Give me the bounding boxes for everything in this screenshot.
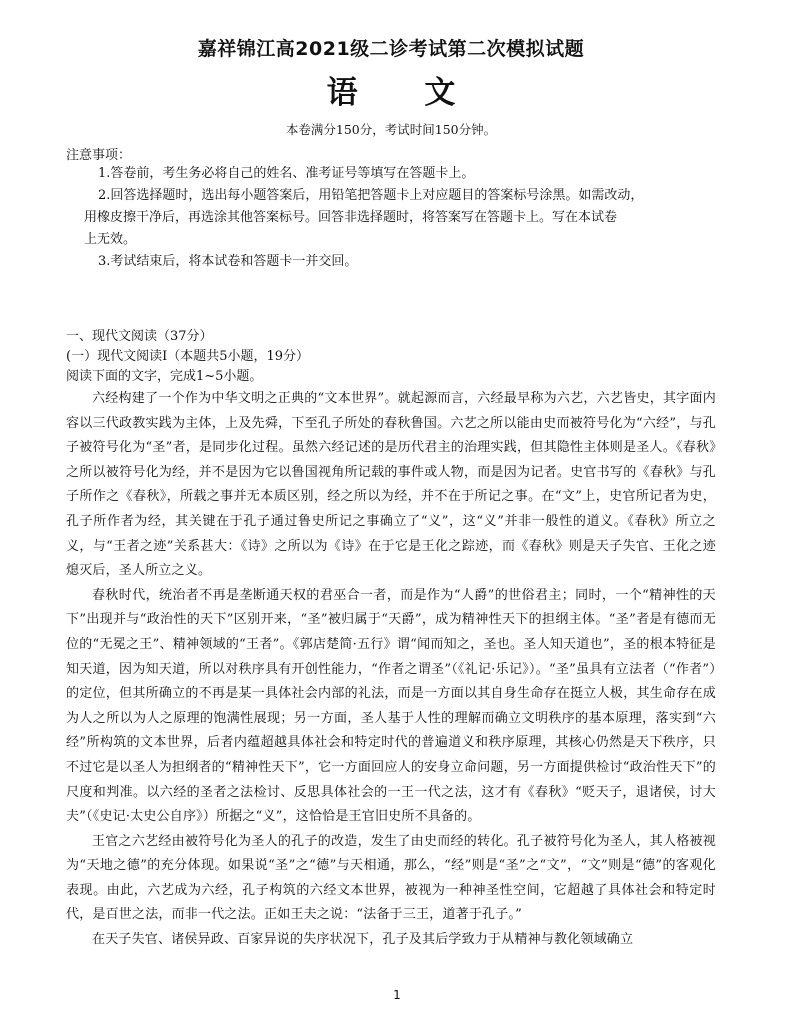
passage-paragraph-3: 王官之六艺经由被符号化为圣人的孔子的改造，发生了由史而经的转化。孔子被符号化为圣人，其人格被视为“天地之德”的充分体现。如果说“圣”之“德”与天相通，那么，“经”则是“圣”之“文”，“文”则是“德”的客观化表现。由此，六艺成为六经，孔子构筑的六经文本世界，被视为一种神圣性空间，它超越了具体社会和特定时代，是百世之法，而非一代之法。正如王夫之说：“法备于三王，道著于孔子。” [66, 833, 716, 923]
notice-item-2-line-2: 用橡皮擦干净后，再选涂其他答案标号。回答非选择题时，将答案写在答题卡上。写在本试卷 [84, 210, 618, 225]
section-heading: 一、现代文阅读（37分） [66, 329, 213, 344]
passage-paragraph-4: 在天子失官、诸侯异政、百家异说的失序状况下，孔子及其后学致力于从精神与教化领域确立 [92, 932, 634, 948]
exam-title: 嘉祥锦江高2021级二诊考试第二次模拟试题 [197, 38, 585, 60]
notice-item-2-line-1: 2.回答选择题时，选出每小题答案后，用铅笔把答题卡上对应题目的答案标号涂黑。如需改动， [98, 188, 644, 203]
notice-block [66, 144, 716, 273]
passage-paragraph-1: 六经构建了一个作为中华文明之正典的“文本世界”。就起源而言，六经最早称为六艺，六艺皆史，其字面内容以三代政教实践为主体，上及先舜，下至孔子所处的春秋鲁国。六艺之所以能由史而被符号化为“六经”，与孔子被符号化为“圣”者，是同步化过程。虽然六经记述的是历代君主的治理实践，但其隐性主体则是圣人。《春秋》之所以被符号化为经，并不是因为它以鲁国视角所记载的事件或人物，而是因为记者。史官书写的《春秋》与孔子所作之《春秋》，所载之事并无本质区别，经之所以为经，并不在于所记之事。在“文”上，史官所记者为史，孔子所作者为经，其关键在于孔子通过鲁史所记之事确立了“义”，这“义”并非一般性的道义。《春秋》所立之义，与“王者之迹”关系甚大：《诗》之所以为《诗》在于它是王化之踪迹，而《春秋》则是天子失官、王化之迹熄灭后，圣人所立之义。 [66, 391, 716, 579]
exam-subtitle: 本卷满分150分，考试时间150分钟。 [285, 122, 497, 137]
notice-item-2-line-3: 上无效。 [84, 232, 137, 247]
reading-instruction: 阅读下面的文字，完成1~5小题。 [66, 369, 263, 384]
notice-item-3: 3.考试结束后，将本试卷和答题卡一并交回。 [98, 254, 358, 269]
passage-paragraph-2: 春秋时代，统治者不再是垄断通天权的君巫合一者，而是作为“人爵”的世俗君主；同时，一个“精神性的天下”出现并与“政治性的天下”区别开来，“圣”被归属于“天爵”，成为精神性天下的担纲主体。“圣”者是有德而无位的“无冕之王”、精神领域的“王者”。《郭店楚简·五行》谓“闻而知之，圣也。圣人知天道也”，圣的根本特征是知天道，因为知天道，所以对秩序具有开创性能力，“作者之谓圣”（《礼记·乐记》）。“圣”虽具有立法者（“作者”）的定位，但其所确立的不再是某一具体社会内部的礼法，而是一方面以其自身生命存在挺立人极，其生命存在成为人之所以为人之原理的饱满性展现；另一方面，圣人基于人性的理解而确立文明秩序的基本原理，落实到“六经”所构筑的文本世界，后者内蕴超越具体社会和特定时代的普遍道义和秩序原理，其核心仍然是天下秩序，只不过它是以圣人为担纲者的“精神性天下”，它一方面回应人的安身立命问题，另一方面提供检讨“政治性天下”的尺度和判准。以六经的圣者之法检讨、反思具体社会的一王一代之法，这才有《春秋》“贬天子，退诸侯，讨大夫”（《史记·太史公自序》）所据之“义”，这恰恰是王官旧史所不具备的。 [66, 587, 716, 825]
subject-title: 语 文 [326, 75, 484, 111]
section-reading [66, 327, 716, 953]
subsection-heading: (一）现代文阅读Ⅰ（本题共5小题，19分） [66, 349, 310, 364]
page-number: 1 [393, 988, 401, 1002]
notice-item-1: 1.答卷前，考生务必将自己的姓名、准考证号等填写在答题卡上。 [98, 166, 475, 181]
notice-heading: 注意事项： [66, 148, 132, 163]
